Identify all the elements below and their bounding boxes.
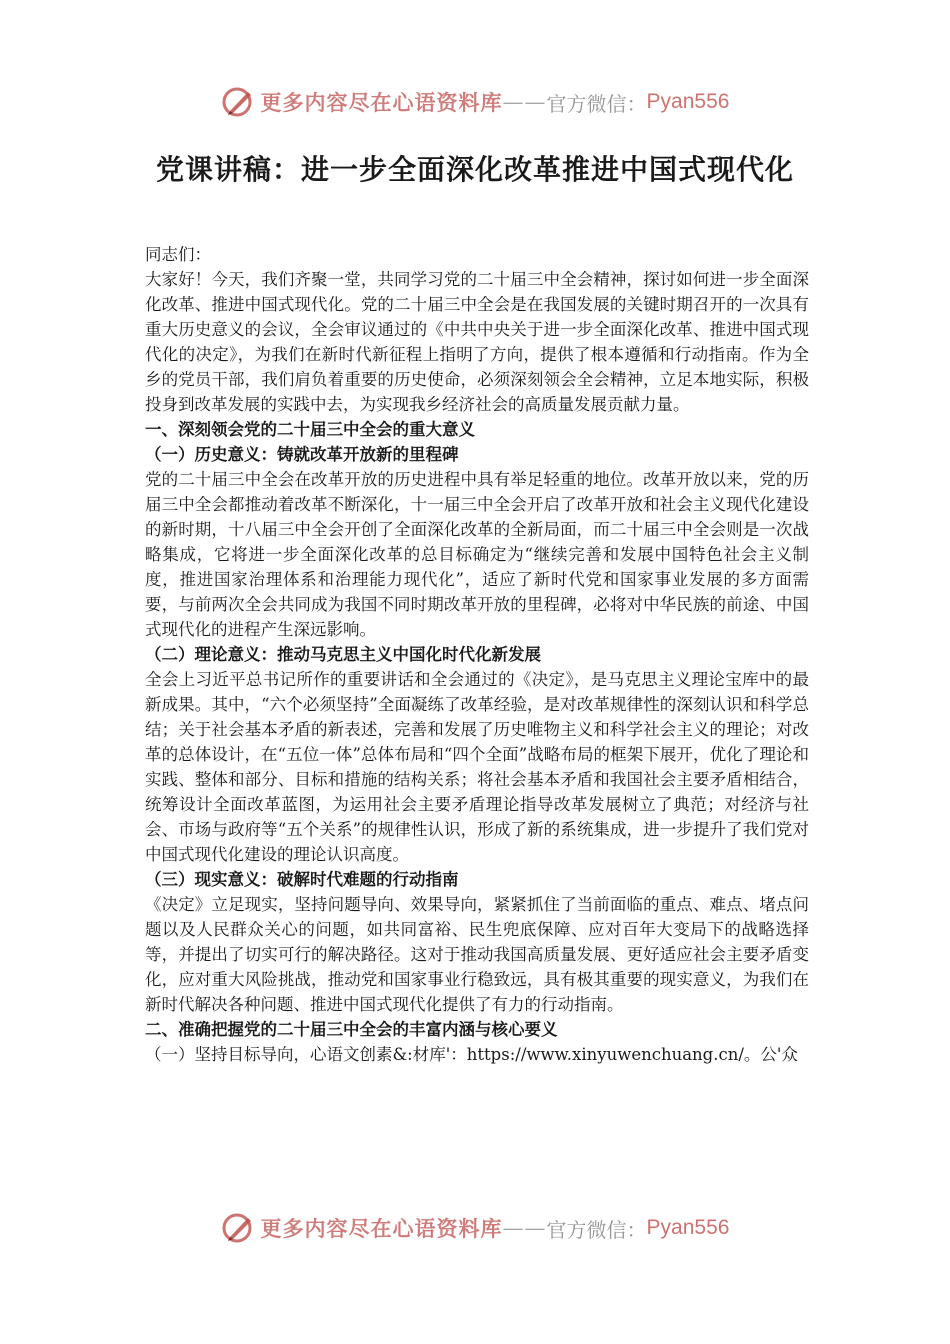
watermark-banner-top xyxy=(0,82,950,122)
watermark-dash: —— xyxy=(502,90,547,114)
pen-logo-icon xyxy=(221,1210,257,1246)
watermark-wechat-label: 官方微信： xyxy=(546,1217,647,1242)
pen-logo-icon xyxy=(221,84,257,120)
greeting: 同志们： xyxy=(145,245,211,264)
section-1-heading: 一、深刻领会党的二十届三中全会的重大意义 xyxy=(145,420,475,439)
watermark-text: 更多内容尽在心语资料库 xyxy=(260,1216,503,1241)
subsection-1-body: 党的二十届三中全会在改革开放的历史进程中具有举足轻重的地位。改革开放以来，党的历届三中全会都推动着改革不断深化，十一届三中全会开启了改革开放和社会主义现代化建设的新时期，十八届三中全会开创了全面深化改革的全新局面，而二十届三中全会则是一次战略集成，它将进一步全面深化改革的总目标确定为“继续完善和发展中国特色社会主义制度，推进国家治理体系和治理能力现代化”，适应了新时代党和国家事业发展的多方面需要，与前两次全会共同成为我国不同时期改革开放的里程碑，必将对中华民族的前途、中国式现代化的进程产生深远影响。 xyxy=(145,470,809,639)
truncated-last-line: （一）坚持目标导向，心语文创素&:材库'：https://www.xinyuwenchuang.cn/。公'众 xyxy=(145,1045,798,1064)
watermark-wechat-id: Pyan556 xyxy=(646,90,730,113)
document-body xyxy=(145,242,809,1067)
watermark-dash: —— xyxy=(502,1216,547,1240)
watermark-wechat-id: Pyan556 xyxy=(646,1216,730,1239)
document-title: 党课讲稿：进一步全面深化改革推进中国式现代化 xyxy=(155,153,794,186)
watermark-banner-bottom xyxy=(0,1208,950,1248)
section-2-heading: 二、准确把握党的二十届三中全会的丰富内涵与核心要义 xyxy=(145,1020,558,1039)
subsection-3-body: 《决定》立足现实，坚持问题导向、效果导向，紧紧抓住了当前面临的重点、难点、堵点问题以及人民群众关心的问题，如共同富裕、民生兜底保障、应对百年大变局下的战略选择等，并提出了切实可行的解决路径。这对于推动我国高质量发展、更好适应社会主要矛盾变化，应对重大风险挑战，推动党和国家事业行稳致远，具有极其重要的现实意义，为我们在新时代解决各种问题、推进中国式现代化提供了有力的行动指南。 xyxy=(145,895,809,1014)
intro-paragraph: 大家好！今天，我们齐聚一堂，共同学习党的二十届三中全会精神，探讨如何进一步全面深化改革、推进中国式现代化。党的二十届三中全会是在我国发展的关键时期召开的一次具有重大历史意义的会议，全会审议通过的《中共中央关于进一步全面深化改革、推进中国式现代化的决定》，为我们在新时代新征程上指明了方向，提供了根本遵循和行动指南。作为全乡的党员干部，我们肩负着重要的历史使命，必须深刻领会全会精神，立足本地实际，积极投身到改革发展的实践中去，为实现我乡经济社会的高质量发展贡献力量。 xyxy=(145,270,809,414)
subsection-2-heading: （二）理论意义：推动马克思主义中国化时代化新发展 xyxy=(145,645,541,664)
watermark-wechat-label: 官方微信： xyxy=(546,91,647,116)
subsection-2-body: 全会上习近平总书记所作的重要讲话和全会通过的《决定》，是马克思主义理论宝库中的最新成果。其中，“六个必须坚持”全面凝练了改革经验，是对改革规律性的深刻认识和科学总结；关于社会基本矛盾的新表述，完善和发展了历史唯物主义和科学社会主义的理论；对改革的总体设计，在“五位一体”总体布局和“四个全面”战略布局的框架下展开，优化了理论和实践、整体和部分、目标和措施的结构关系；将社会基本矛盾和我国社会主要矛盾相结合，统筹设计全面改革蓝图，为运用社会主要矛盾理论指导改革发展树立了典范；对经济与社会、市场与政府等“五个关系”的规律性认识，形成了新的系统集成，进一步提升了我们党对中国式现代化建设的理论认识高度。 xyxy=(145,670,809,864)
subsection-3-heading: （三）现实意义：破解时代难题的行动指南 xyxy=(145,870,459,889)
watermark-text: 更多内容尽在心语资料库 xyxy=(260,90,503,115)
subsection-1-heading: （一）历史意义：铸就改革开放新的里程碑 xyxy=(145,445,459,464)
